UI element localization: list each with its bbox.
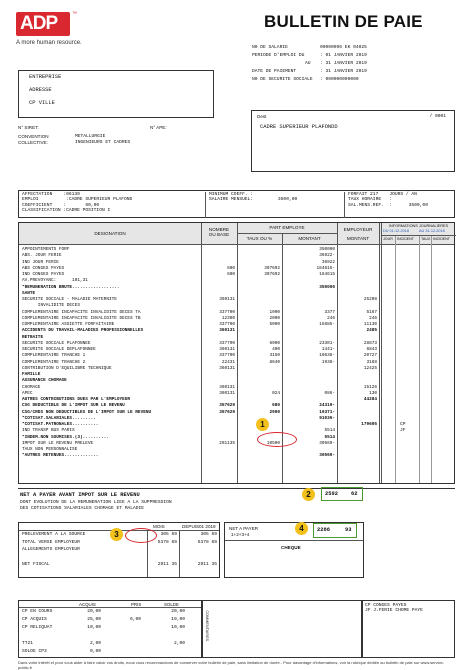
- row-base: 357629: [219, 403, 235, 409]
- row-montant: 1938-: [321, 359, 335, 365]
- cumul-row: [19, 562, 219, 569]
- row-montant: 5514: [324, 434, 335, 440]
- row-base: 337700: [219, 353, 235, 359]
- logo-tagline: A more human resource.: [16, 40, 82, 46]
- classification: CLASSIFICATION :CADRE POSITION I: [22, 208, 111, 214]
- row-employeur: 6843: [366, 347, 377, 352]
- row-designation: INVALIDITE DECES: [22, 303, 80, 309]
- highlight-oval-tax-rate: [257, 432, 297, 447]
- conges-acquis: 2,00: [89, 641, 101, 646]
- sal-mens-ref: SAL.MENS.REF. : 3500,00: [348, 202, 428, 208]
- row-base: 12300: [221, 315, 235, 321]
- cumul-mois: 5378 69: [157, 539, 177, 545]
- header-row-periode-du: [252, 53, 452, 61]
- row-designation: *INDEM.NON SOUMISES.(3)..........: [22, 434, 109, 440]
- header-label: N0 DE SALARIE: [252, 45, 288, 50]
- conges-row: [19, 609, 201, 616]
- cumul-mois: 305 69: [160, 532, 177, 537]
- row-employeur: 11130: [363, 322, 377, 327]
- row-designation: AUTRES CONTRIBUTIONS DUES PAR L'EMPLOYEUR: [22, 397, 131, 402]
- row-designation: IMPOT SUR LE REVENU PRELEVE: [22, 440, 94, 446]
- row-employeur: 25208: [363, 297, 377, 302]
- row-designation: SANTE: [22, 290, 36, 296]
- row-taux: 024: [272, 390, 280, 396]
- ape-label: N° APE:: [150, 125, 167, 130]
- badge-1: 1: [256, 418, 269, 431]
- row-designation: *REMUNERATION BRUTE..................: [22, 284, 120, 290]
- adp-logo: [16, 11, 77, 36]
- header-value: : 000000000000: [320, 77, 359, 82]
- row-designation: IND TRANSP BUS PARIS: [22, 428, 75, 434]
- payslip-table: [18, 222, 455, 484]
- cumul-row: [19, 547, 219, 554]
- conges-label: SOLDE CP3: [22, 649, 47, 654]
- header-designation: DESIGNATION: [94, 231, 126, 236]
- conges-solde: 20,00: [171, 609, 185, 614]
- employer-name: ENTREPRISE: [29, 74, 62, 80]
- row-designation: CONTRIBUTION D'EQUILIBRE TECHNIQUE: [22, 365, 112, 371]
- legend-box: [362, 600, 455, 658]
- net-payer-cents: 93: [345, 527, 352, 533]
- row-designation: ASSURANCE CHOMAGE: [22, 378, 67, 384]
- row-base: 357629: [219, 409, 235, 415]
- row-base: 337700: [219, 309, 235, 315]
- row-designation: AV.PREVOYANC: 101,31: [22, 278, 88, 284]
- header-incident-2: INCIDENT: [433, 237, 450, 241]
- emploi: EMPLOI :CADRE SUPERIEUR PLAFOND: [22, 197, 133, 203]
- row-base: 600: [227, 265, 235, 271]
- row-base: 337700: [219, 322, 235, 327]
- header-part-employe: PART EMPLOYE: [269, 225, 305, 230]
- header-label: N0 DE SECURITE SOCIALE: [252, 77, 313, 82]
- conges-row: [19, 641, 201, 648]
- row-designation: COMPLEMENTAIRE TRANCHE 2: [22, 359, 86, 365]
- net-before-tax-note-2: DES COTISATIONS SALARIALES CHOMAGE ET MALADIE: [20, 506, 145, 511]
- row-taux: 307692: [264, 265, 280, 271]
- row-base: 360131: [219, 297, 235, 302]
- conges-row: [19, 617, 201, 624]
- conges-header-pris: PRIS: [131, 602, 142, 607]
- row-base: 600: [227, 272, 235, 277]
- conges-header-acquis: ACQUIS: [79, 602, 96, 607]
- row-montant: 086-: [324, 390, 335, 396]
- header-value: 00000096 EK 04025: [320, 45, 367, 50]
- row-employeur: 179605: [361, 422, 377, 427]
- header-value: : 31 JANVIER 2019: [320, 61, 367, 66]
- badge-3: 3: [110, 528, 123, 541]
- net-before-tax-amount-box: [321, 487, 363, 501]
- row-taux: 8640: [269, 359, 280, 365]
- conges-header-solde: SOLDE: [164, 602, 179, 607]
- row-base: 360131: [219, 384, 235, 390]
- cumuls-depuis-label: DEPUIS: [182, 524, 200, 529]
- header-info: [252, 45, 452, 85]
- header-info-journalieres: INFORMATIONS JOURNALIERES: [389, 224, 448, 228]
- row-montant: 10371-: [319, 409, 335, 415]
- commentaires-label: COMMENTAIRES: [205, 610, 210, 642]
- coefficient: COEFFICIENT : 60,00: [22, 202, 100, 208]
- cumul-label: ALLEGEMENTS EMPLOYEUR: [22, 547, 80, 552]
- daily-jf: JF: [400, 428, 406, 433]
- row-designation: SECURITE SOCIALE DEPLAFONNEE: [22, 347, 96, 352]
- header-incident: INCIDENT: [397, 237, 414, 241]
- header-row-periode-au: [252, 61, 452, 69]
- net-payer-sub: 1+2+3+4: [231, 532, 250, 537]
- employee-info-right: [344, 192, 428, 218]
- row-taux: 6900: [269, 340, 280, 346]
- cumul-depuis: 5378 69: [197, 539, 217, 545]
- header-taux: TAUX OU %: [246, 236, 273, 241]
- employee-info-band: [18, 190, 455, 218]
- row-taux: 680: [272, 403, 280, 409]
- net-payer-method: CHEQUE: [281, 545, 301, 550]
- header-value: : 01 JANVIER 2019: [320, 53, 367, 58]
- row-designation: FAMILLE: [22, 372, 41, 377]
- daily-cp: CP: [400, 422, 406, 427]
- row-designation: TAUX NON PERSONNALISE: [22, 447, 78, 452]
- row-designation: ACCIDENTS DU TRAVAIL-MALADIES PROFESSIONNELLES: [22, 328, 144, 334]
- conges-label: CP EN COURS: [22, 609, 53, 614]
- convention-value: METALLURGIE: [75, 134, 106, 139]
- row-montant: 350000: [319, 247, 335, 252]
- row-base: 22431: [221, 359, 235, 365]
- row-designation: APPOINTEMENTS FORF: [22, 247, 70, 252]
- collective-value: INGENIEURS ET CADRES: [75, 140, 131, 145]
- cumuls-depuis-date: 01 2019: [199, 524, 216, 529]
- net-before-tax-label: NET A PAYER AVANT IMPOT SUR LE REVENU: [20, 492, 140, 498]
- legend-cp: CP CONGES PAYES: [365, 603, 407, 608]
- row-employeur: 12425: [363, 365, 377, 371]
- row-taux: 400: [272, 347, 280, 352]
- conges-pris: 6,00: [129, 617, 141, 622]
- legend-jf: JF J.FERIE CHOME PAYE: [365, 608, 423, 614]
- row-montant: 24319-: [319, 403, 335, 409]
- row-employeur: 3168: [366, 359, 377, 365]
- header-employeur: EMPLOYEUR: [343, 227, 373, 232]
- row-montant: 36922-: [319, 253, 335, 259]
- conges-acquis: 20,00: [87, 609, 101, 614]
- cumul-label: NET FISCAL: [22, 562, 50, 567]
- conges-solde: 2,00: [173, 641, 185, 646]
- net-before-tax-amount: 2592: [325, 491, 338, 497]
- row-designation: IND CONGES PAYES: [22, 272, 65, 277]
- conges-label: TT21: [22, 641, 34, 646]
- row-designation: *AUTRES RETENUES.............: [22, 453, 99, 459]
- salaire-mensuel: SALAIRE MENSUEL: 3500,00: [209, 197, 298, 203]
- row-designation: CSG DEDUCTIBLE DE L'IMPOT SUR LE REVENU: [22, 403, 125, 409]
- row-designation: APEC: [22, 390, 33, 396]
- cumul-label: PRELEVEMENT A LA SOURCE: [22, 532, 86, 537]
- employer-address: ADRESSE: [29, 87, 52, 93]
- row-montant: 184615-: [316, 265, 335, 271]
- badge-2: 2: [302, 488, 315, 501]
- row-taux: 307692: [264, 272, 280, 277]
- conges-row: [19, 625, 201, 632]
- header-row-date-paiement: [252, 69, 452, 77]
- row-designation: COMPLEMENTAIRE ASSIETTE FORFAITAIRE: [22, 322, 115, 327]
- row-designation: RETRAITE: [22, 334, 44, 340]
- row-designation: COMPLEMENTAIRE TRANCHE 1: [22, 353, 86, 359]
- row-designation: CHOMAGE: [22, 384, 41, 390]
- conges-box: [18, 600, 202, 658]
- row-montant: 10638-: [319, 353, 335, 359]
- cumuls-mois-label: MOIS: [153, 524, 165, 529]
- conges-solde: 19,00: [171, 617, 185, 622]
- row-employeur: 44284: [363, 397, 377, 402]
- row-montant: 36922: [321, 259, 335, 265]
- row-designation: *COTISAT.PATRONALES..........: [22, 422, 99, 427]
- minimum-coeff: MINIMUM COEFF. :: [209, 192, 254, 197]
- badge-4: 4: [295, 522, 308, 535]
- row-employeur: 20727: [363, 353, 377, 359]
- row-employeur: 15126: [363, 384, 377, 390]
- row-montant: 30569-: [319, 453, 335, 459]
- logo-text: ADP: [20, 13, 58, 34]
- collective-label: COLLECTIVE:: [18, 140, 48, 145]
- logo-tm: ™: [72, 11, 77, 17]
- header-jour: JOUR: [383, 237, 393, 241]
- dest-name: CADRE SUPERIEUR PLAFONDD: [260, 124, 338, 130]
- row-designation: SECURITE SOCIALE PLAFONNEE: [22, 340, 91, 346]
- row-employeur: 28873: [363, 340, 377, 346]
- net-payer-label: NET A PAYER: [229, 526, 259, 531]
- row-base: 360131: [219, 365, 235, 371]
- cumul-depuis: 2911 35: [197, 562, 217, 567]
- row-base: 337700: [219, 340, 235, 346]
- net-before-tax-section: [18, 488, 455, 522]
- conges-header: [19, 601, 201, 608]
- row-montant: 1441-: [321, 347, 335, 352]
- employer-city: CP VILLE: [29, 100, 55, 106]
- row-taux: 5000: [269, 322, 280, 327]
- conges-solde: 10,00: [171, 625, 185, 630]
- row-employeur: 246: [369, 315, 377, 321]
- conges-acquis: 0,00: [89, 649, 101, 654]
- header-taux-col: TAUX: [421, 237, 431, 241]
- row-designation: COMPLEMENTAIRE INCAPACITE INVALIDITE DECES TB: [22, 315, 141, 321]
- footer-notice: Dans votre intérêt et pour vous aider à faire valoir vos droits, nous vous recommandons de conserver votre bulletin de paie, sans limitation de durée - Pour davantage d'informations, voir la rubrique dédiée au bulletin de paie sur www.service-public.fr: [18, 660, 445, 670]
- forfait: FORFAIT 217 JOURS / AN: [348, 192, 417, 197]
- header-label: AU: [305, 61, 311, 66]
- affectation: AFFECTATION :06130: [22, 192, 80, 197]
- net-payer-amount: 2286: [317, 527, 330, 533]
- row-taux: 10500: [266, 440, 280, 446]
- dest-slash: / 0001: [429, 114, 446, 119]
- cumul-row: [19, 555, 219, 562]
- row-taux: 3150: [269, 353, 280, 359]
- row-montant: 3377: [324, 309, 335, 315]
- row-montant: 30569-: [319, 440, 335, 446]
- conges-acquis: 10,00: [87, 625, 101, 630]
- cumul-depuis: 305 69: [200, 532, 217, 537]
- row-designation: ABS CONGES PAYES: [22, 265, 65, 271]
- header-row-secu: [252, 77, 452, 85]
- siret-label: N° SIRET:: [18, 125, 39, 130]
- row-base: 291135: [219, 440, 235, 446]
- employer-box: [18, 70, 214, 118]
- row-taux: 1000: [269, 309, 280, 315]
- cumul-label: TOTAL VERSE EMPLOYEUR: [22, 539, 80, 545]
- conges-label: CP RELIQUAT: [22, 625, 53, 630]
- taux-horaire: TAUX HORAIRE :: [348, 197, 393, 203]
- row-taux: 2900: [269, 409, 280, 415]
- row-taux: 2000: [269, 315, 280, 321]
- row-designation: SECURITE SOCIALE - MALADIE MATERNITE: [22, 297, 117, 302]
- row-montant: 350000: [319, 284, 335, 290]
- net-before-tax-note-1: DONT EVOLUTION DE LA REMUNERATION LIEE A LA SUPPRESSION: [20, 500, 172, 505]
- header-label: PERIODE D'EMPLOI DU: [252, 53, 305, 58]
- row-montant: 23301-: [319, 340, 335, 346]
- row-designation: IND JOUR FERIE: [22, 259, 59, 265]
- document-title: BULLETIN DE PAIE: [264, 12, 423, 31]
- highlight-oval-prelevement: [125, 528, 157, 543]
- row-employeur: 5167: [366, 309, 377, 315]
- row-employeur: 130: [369, 390, 377, 396]
- commentaires-box: [202, 600, 362, 658]
- row-montant: 91036-: [319, 415, 335, 421]
- header-montant: MONTANT: [298, 236, 321, 241]
- table-row: [19, 453, 379, 459]
- row-designation: COMPLEMENTAIRE INCAPACITE INVALIDITE DECES TA: [22, 309, 141, 315]
- dest-label: Dest: [257, 114, 267, 119]
- convention-label: CONVENTION: [18, 134, 49, 139]
- row-designation: ABS. JOUR FERIE: [22, 253, 62, 259]
- header-value: : 31 JANVIER 2019: [320, 69, 367, 74]
- row-designation: CSG/CRDS NON DEDUCTIBLES DE L'IMPOT SUR LE REVENU: [22, 409, 152, 415]
- cumul-mois: 2911 35: [157, 562, 177, 567]
- employee-info-left: [22, 192, 132, 214]
- cumul-row: [19, 540, 219, 547]
- row-base: 360131: [219, 390, 235, 396]
- header-date-from: DU 01-12-2018: [383, 229, 409, 233]
- row-montant: 16885-: [319, 322, 335, 327]
- employee-info-mid: [205, 192, 297, 218]
- row-montant: 246: [327, 315, 335, 321]
- header-label: DATE DE PAIEMENT: [252, 69, 297, 74]
- row-montant: 184615: [319, 272, 335, 277]
- header-montant-employeur: MONTANT: [346, 236, 370, 241]
- header-base: NOMBRE OU BASE: [208, 227, 230, 238]
- dest-box: [251, 110, 455, 172]
- row-base: 360131: [219, 347, 235, 352]
- header-date-to: AU 31-12-2018: [419, 229, 445, 233]
- row-employeur: 2485: [366, 328, 377, 334]
- net-payer-amount-box: [313, 523, 357, 538]
- conges-acquis: 25,00: [87, 617, 101, 622]
- header-row-salarie: [252, 45, 452, 53]
- conges-label: CP ACQUIS: [22, 617, 47, 622]
- conges-row: [19, 649, 201, 656]
- row-montant: 5514: [324, 428, 335, 434]
- net-before-tax-cents: 62: [351, 491, 358, 497]
- row-designation: *COTISAT.SALARIALES.........: [22, 415, 96, 421]
- row-base: 360131: [219, 328, 235, 334]
- conges-row: [19, 633, 201, 640]
